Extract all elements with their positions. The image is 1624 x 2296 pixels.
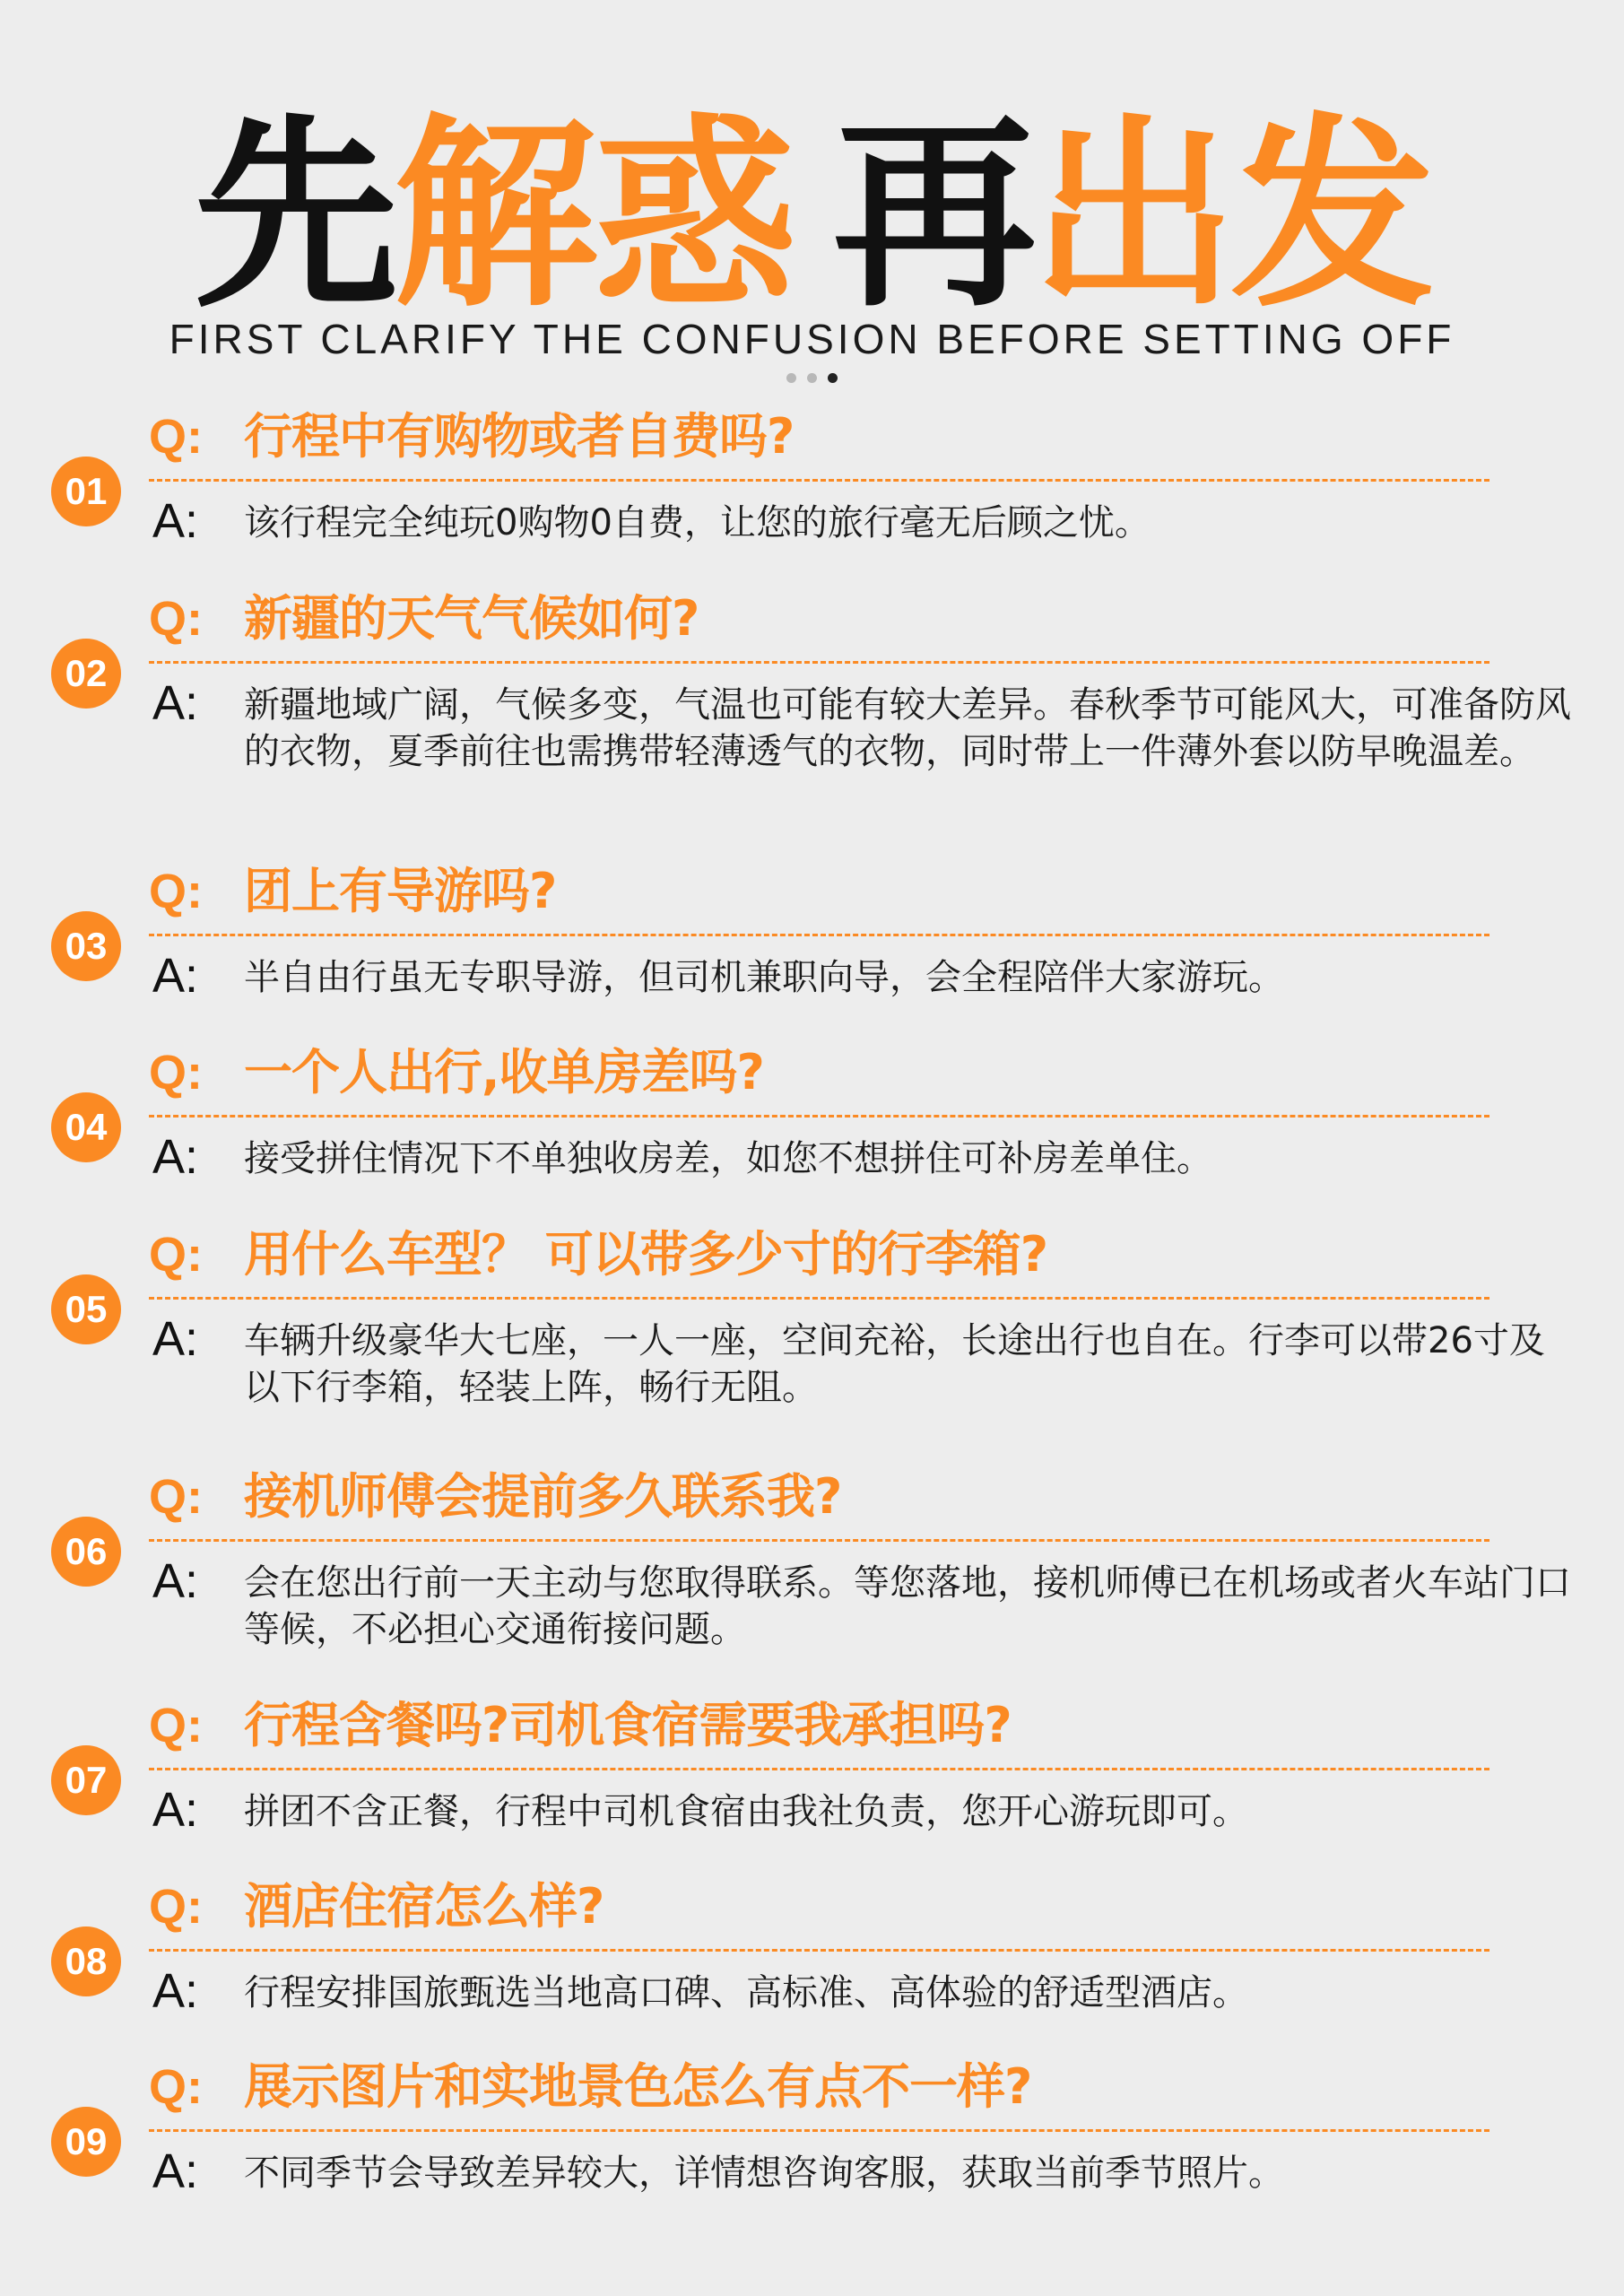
number-badge: 06 xyxy=(51,1517,121,1587)
question xyxy=(149,405,794,468)
question-text: 接机师傅会提前多久联系我? xyxy=(244,1468,842,1525)
question-text: 行程中有购物或者自费吗? xyxy=(244,408,795,465)
number-badge: 08 xyxy=(51,1926,121,1996)
title-part-4: 出发 xyxy=(1031,96,1430,335)
question xyxy=(149,1875,604,1938)
title-part-2: 解惑 xyxy=(393,96,792,335)
question xyxy=(149,1223,1047,1286)
dashed-divider xyxy=(149,1297,1489,1300)
answer-text: 行程安排国旅甄选当地高口碑、高标准、高体验的舒适型酒店。 xyxy=(244,1972,1248,2013)
q-label: Q: xyxy=(149,1470,203,1524)
question-text: 用什么车型？ 可以带多少寸的行李箱? xyxy=(244,1226,1048,1283)
dashed-divider xyxy=(149,479,1489,482)
dot-2 xyxy=(807,373,817,383)
dashed-divider xyxy=(149,1768,1489,1770)
a-label: A: xyxy=(152,1312,199,1366)
page-subtitle: FIRST CLARIFY THE CONFUSION BEFORE SETTING OFF xyxy=(169,316,1455,362)
dot-1 xyxy=(786,373,796,383)
title-part-1: 先 xyxy=(194,96,394,335)
number-badge: 03 xyxy=(51,911,121,981)
title-part-3: 再 xyxy=(832,96,1032,335)
dashed-divider xyxy=(149,661,1489,664)
q-label: Q: xyxy=(149,2060,203,2114)
dashed-divider xyxy=(149,1949,1489,1952)
q-label: Q: xyxy=(149,592,203,646)
q-label: Q: xyxy=(149,1880,203,1934)
question-text: 酒店住宿怎么样? xyxy=(244,1878,604,1935)
pagination-dots xyxy=(0,370,1624,387)
question xyxy=(149,1694,1012,1757)
dashed-divider xyxy=(149,934,1489,936)
question xyxy=(149,1465,841,1528)
a-label: A: xyxy=(152,1130,199,1184)
question xyxy=(149,587,699,650)
a-label: A: xyxy=(152,2144,199,2198)
question xyxy=(149,860,556,923)
answer-text: 会在您出行前一天主动与您取得联系。等您落地，接机师傅已在机场或者火车站门口等候，不必担心交通衔接问题。 xyxy=(244,1562,1571,1650)
a-label: A: xyxy=(152,949,199,1003)
page-title xyxy=(0,96,1624,335)
number-badge: 02 xyxy=(51,639,121,709)
dashed-divider xyxy=(149,1539,1489,1542)
answer-text: 该行程完全纯玩0购物0自费，让您的旅行毫无后顾之忧。 xyxy=(244,502,1151,544)
a-label: A: xyxy=(152,676,199,730)
number-badge: 09 xyxy=(51,2107,121,2177)
answer-text: 不同季节会导致差异较大，详情想咨询客服，获取当前季节照片。 xyxy=(244,2152,1284,2194)
answer-text: 接受拼住情况下不单独收房差，如您不想拼住可补房差单住。 xyxy=(244,1138,1212,1179)
question-text: 新疆的天气气候如何? xyxy=(244,590,699,647)
question xyxy=(149,1041,764,1104)
dashed-divider xyxy=(149,1115,1489,1118)
number-badge: 05 xyxy=(51,1274,121,1344)
question-text: 展示图片和实地景色怎么有点不一样? xyxy=(244,2058,1032,2115)
answer-text: 车辆升级豪华大七座，一人一座，空间充裕，长途出行也自在。行李可以带26寸及以下行李箱，轻装上阵，畅行无阻。 xyxy=(244,1320,1545,1408)
question xyxy=(149,2056,1031,2118)
q-label: Q: xyxy=(149,1228,203,1282)
q-label: Q: xyxy=(149,865,203,918)
dot-3-active xyxy=(828,373,838,383)
answer-text: 新疆地域广阔，气候多变，气温也可能有较大差异。春秋季节可能风大，可准备防风的衣物，夏季前往也需携带轻薄透气的衣物，同时带上一件薄外套以防早晚温差。 xyxy=(244,684,1571,772)
number-badge: 01 xyxy=(51,457,121,526)
question-text: 一个人出行,收单房差吗? xyxy=(244,1044,764,1100)
q-label: Q: xyxy=(149,1699,203,1752)
answer-text: 拼团不含正餐，行程中司机食宿由我社负责，您开心游玩即可。 xyxy=(244,1791,1248,1832)
question-text: 行程含餐吗?司机食宿需要我承担吗? xyxy=(244,1697,1012,1753)
answer-text: 半自由行虽无专职导游，但司机兼职向导，会全程陪伴大家游玩。 xyxy=(244,957,1284,998)
dashed-divider xyxy=(149,2129,1489,2132)
q-label: Q: xyxy=(149,410,203,464)
question-text: 团上有导游吗? xyxy=(244,863,557,919)
a-label: A: xyxy=(152,1783,199,1837)
number-badge: 04 xyxy=(51,1092,121,1162)
q-label: Q: xyxy=(149,1046,203,1100)
a-label: A: xyxy=(152,1964,199,2018)
a-label: A: xyxy=(152,494,199,548)
number-badge: 07 xyxy=(51,1745,121,1815)
a-label: A: xyxy=(152,1554,199,1608)
